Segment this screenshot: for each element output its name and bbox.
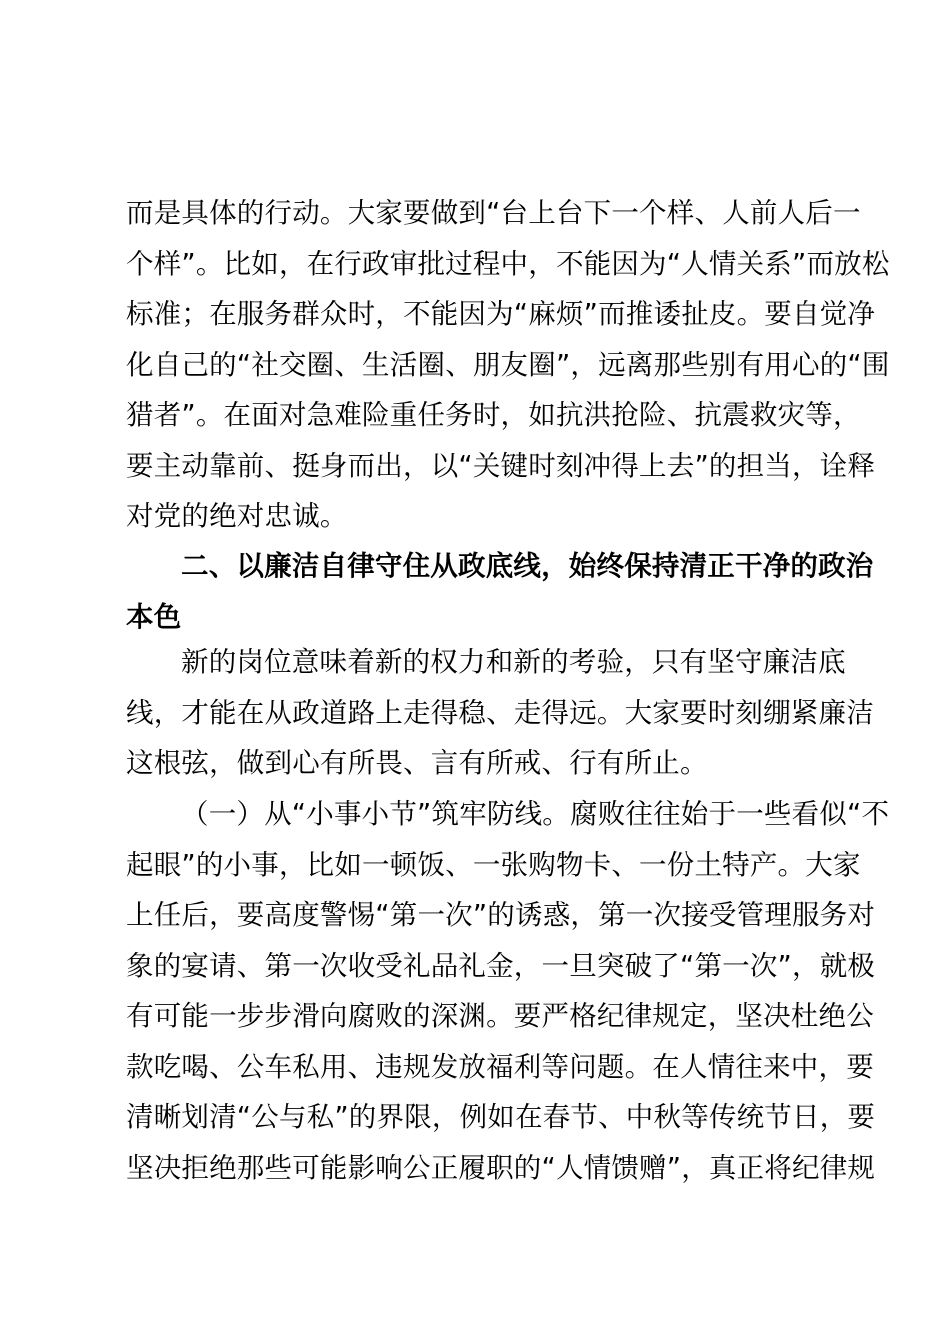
text-line: 上任后，要高度警惕“第一次”的诱惑，第一次接受管理服务对 — [126, 899, 876, 931]
text-line: 这根弦，做到心有所畏、言有所戒、行有所止。 — [126, 747, 708, 779]
text-line: 新的岗位意味着新的权力和新的考验，只有坚守廉洁底 — [181, 646, 846, 678]
text-line: 有可能一步步滑向腐败的深渊。要严格纪律规定，坚决杜绝公 — [126, 1000, 874, 1032]
text-line: 坚决拒绝那些可能影响公正履职的“人情馈赠”，真正将纪律规 — [126, 1151, 876, 1184]
section-intro-paragraph — [126, 637, 874, 789]
text-line: 起眼”的小事，比如一顿饭、一张购物卡、一份土特产。大家 — [126, 848, 861, 881]
text-line: 要主动靠前、挺身而出，以“关键时刻冲得上去”的担当，诠释 — [126, 449, 876, 482]
text-line: 清晰划清“公与私”的界限，例如在春节、中秋等传统节日，要 — [126, 1101, 876, 1133]
heading-line: 本色 — [126, 600, 182, 633]
continuation-paragraph — [126, 188, 890, 542]
subsection-paragraph — [126, 789, 890, 1193]
text-line: 猎者”。在面对急难险重任务时，如抗洪抢险、抗震救灾等， — [126, 399, 861, 431]
text-line: 而是具体的行动。大家要做到“台上台下一个样、人前人后一 — [126, 197, 861, 229]
text-line: （一）从“小事小节”筑牢防线。腐败往往始于一些看似“不 — [181, 798, 890, 830]
text-line: 个样”。比如，在行政审批过程中，不能因为“人情关系”而放松 — [126, 247, 890, 280]
text-line: 款吃喝、公车私用、违规发放福利等问题。在人情往来中，要 — [126, 1050, 874, 1083]
section-heading — [126, 541, 874, 642]
text-line: 化自己的“社交圈、生活圈、朋友圈”，远离那些别有用心的“围 — [126, 348, 890, 381]
text-line: 标准；在服务群众时，不能因为“麻烦”而推诿扯皮。要自觉净 — [126, 298, 876, 330]
text-line: 象的宴请、第一次收受礼品礼金，一旦突破了“第一次”，就极 — [126, 949, 876, 982]
text-line: 线，才能在从政道路上走得稳、走得远。大家要时刻绷紧廉洁 — [126, 696, 874, 729]
heading-line: 二、以廉洁自律守住从政底线，始终保持清正干净的政治 — [181, 550, 874, 582]
text-line: 对党的绝对忠诚。 — [126, 500, 348, 532]
